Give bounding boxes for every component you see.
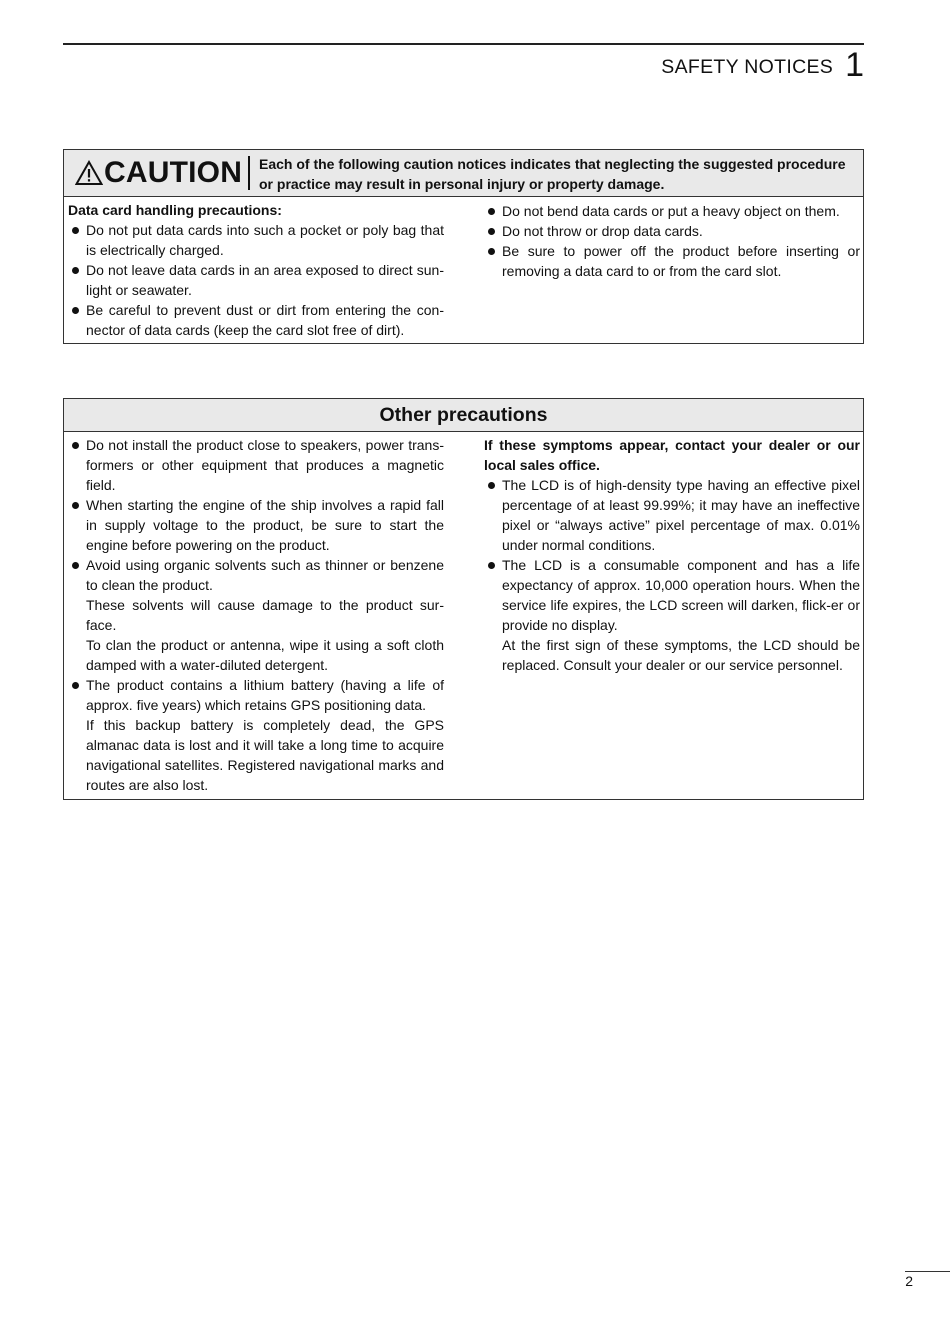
chapter-number: 1 xyxy=(845,46,864,84)
list-item-paragraph: If this backup battery is completely dead, the GPS almanac data is lost and it will take a long time to acquire navigational satellites. Registered navigational marks and routes are also lost. xyxy=(86,717,444,793)
list-item-paragraph: The LCD is a consumable component and has a life expectancy of approx. 10,000 operation hours. When the service life expires, the LCD screen will darken, flick-er or provide no display. xyxy=(502,557,860,633)
list-item-paragraph: The LCD is of high-density type having an effective pixel percentage of at least 99.99%; it may have an ineffective pixel or “always active” pixel percentage of max. 0.01% under normal conditions. xyxy=(502,477,860,553)
list-item xyxy=(484,475,860,555)
warning-triangle-icon xyxy=(75,160,103,186)
list-item: Be sure to power off the product before inserting or removing a data card to or from the card slot. xyxy=(484,241,860,281)
list-item xyxy=(68,555,444,675)
caution-left-column xyxy=(68,200,444,340)
caution-right-list xyxy=(484,201,860,281)
list-item-paragraph: These solvents will cause damage to the product sur-face. xyxy=(86,597,444,633)
list-item xyxy=(68,435,444,495)
caution-left-list xyxy=(68,220,444,340)
other-right-column xyxy=(484,435,860,675)
caution-word: CAUTION xyxy=(104,156,243,189)
list-item: Do not throw or drop data cards. xyxy=(484,221,860,241)
caution-label xyxy=(64,156,245,190)
caution-header xyxy=(64,150,863,197)
header-rule xyxy=(63,43,864,45)
page-header xyxy=(661,48,864,82)
caution-separator xyxy=(248,156,250,190)
list-item: Be careful to prevent dust or dirt from entering the con-nector of data cards (keep the card slot free of dirt). xyxy=(68,300,444,340)
section-title: SAFETY NOTICES xyxy=(661,56,834,78)
data-card-heading: Data card handling precautions: xyxy=(68,202,282,218)
list-item: Do not leave data cards in an area exposed to direct sun-light or seawater. xyxy=(68,260,444,300)
caution-note: Each of the following caution notices indicates that neglecting the suggested procedure or practice may result in personal injury or property damage. xyxy=(259,156,846,192)
caution-box xyxy=(63,149,864,344)
list-item-paragraph: When starting the engine of the ship involves a rapid fall in supply voltage to the product, be sure to start the engine before powering on the product. xyxy=(86,497,444,553)
list-item: Do not put data cards into such a pocket or poly bag that is electrically charged. xyxy=(68,220,444,260)
other-right-list xyxy=(484,475,860,675)
list-item-paragraph: At the first sign of these symptoms, the LCD should be replaced. Consult your dealer or our service personnel. xyxy=(502,637,860,673)
other-precautions-title: Other precautions xyxy=(64,399,863,432)
list-item-paragraph: Do not install the product close to speakers, power trans-formers or other equipment that produces a magnetic field. xyxy=(86,437,444,493)
list-item-paragraph: To clan the product or antenna, wipe it using a soft cloth damped with a water-diluted detergent. xyxy=(86,637,444,673)
other-precautions-box xyxy=(63,398,864,800)
caution-right-column xyxy=(484,201,860,281)
other-left-column xyxy=(68,435,444,795)
list-item-paragraph: The product contains a lithium battery (having a life of approx. five years) which retains GPS positioning data. xyxy=(86,677,444,713)
list-item xyxy=(68,675,444,795)
other-left-list xyxy=(68,435,444,795)
page-number: 2 xyxy=(905,1273,913,1289)
symptoms-heading: If these symptoms appear, contact your dealer or our local sales office. xyxy=(484,437,860,473)
list-item: Do not bend data cards or put a heavy object on them. xyxy=(484,201,860,221)
list-item-paragraph: Avoid using organic solvents such as thinner or benzene to clean the product. xyxy=(86,557,444,593)
list-item xyxy=(68,495,444,555)
page-number-rule xyxy=(905,1271,950,1272)
list-item xyxy=(484,555,860,675)
